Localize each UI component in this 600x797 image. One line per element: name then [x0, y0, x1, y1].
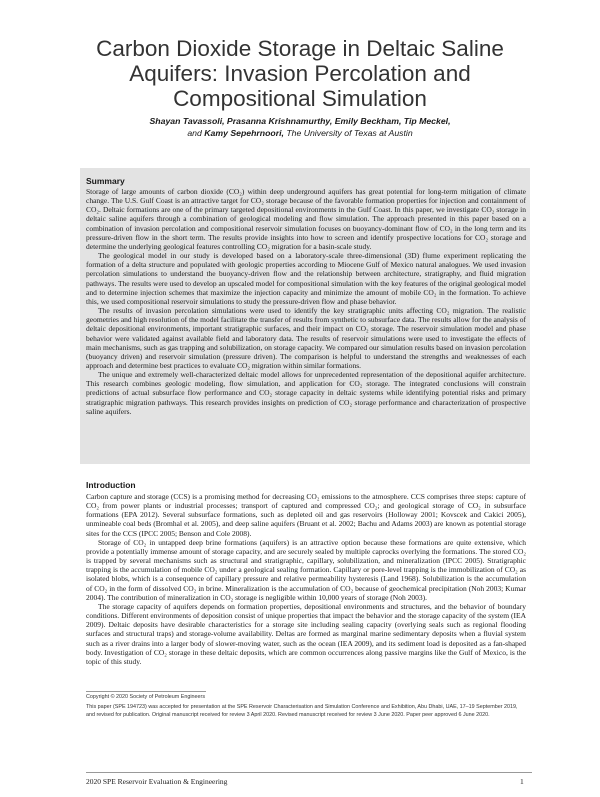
intro-paragraph: Carbon capture and storage (CCS) is a promising method for decreasing CO₂ emissions to the atmosphere. CCS comprises three steps: capture of CO₂ from power plants or industrial processes; transport of captured and compressed CO₂; and geological storage of CO₂ in subsurface formations (EPA 2012). Several subsurface formations, such as depleted oil and gas reservoirs (Holloway 2001; Kovscek and Cakici 2005), unmineable coal beds (Bromhal et al. 2005), and deep saline aquifers (Bruant et al. 2002; Bachu and Adams 2003) are known as potential storage sites for the CCS (IPCC 2005; Benson and Cole 2008). [86, 492, 526, 538]
summary-body [86, 187, 526, 416]
footnote-divider [86, 691, 206, 692]
authors-last: Kamy Sepehrnoori, [204, 128, 284, 138]
page-number: 1 [520, 777, 524, 786]
summary-paragraph: The geological model in our study is developed based on a laboratory-scale three-dimensional (3D) flume experiment replicating the formation of a delta structure and populated with geologic properties according to Miocene Gulf of Mexico natural analogues. We used invasion percolation simulations to understand the buoyancy-driven flow and the relationship between architecture, stratigraphy, and fluid migration pathways. The results were used to develop an upscaled model for compositional simulation with the key features of the original geological model and to determine injection schemes that maximize the injection capacity and minimize the amount of mobile CO₂ in the formation. To achieve this, we used compositional reservoir simulations to study the pressure-driven flow and phase behavior. [86, 251, 526, 306]
summary-paragraph: The results of invasion percolation simulations were used to identify the key stratigraphic units affecting CO₂ migration. The realistic geometries and high resolution of the model facilitate the transfer of results from synthetic to subsurface data. The results allow for the analysis of deltaic depositional environments, important stratigraphic surfaces, and their impact on CO₂ storage. The reservoir simulation model and phase behavior were validated against available field and laboratory data. The results of reservoir simulations were used to investigate the effects of main mechanisms, such as gas trapping and solubilization, on storage capacity. We compared our simulation results based on invasion percolation (buoyancy driven) and reservoir simulation (pressure driven). The comparison is helpful to understand the strengths and weaknesses of each approach and determine best practices to evaluate CO₂ migration within similar formations. [86, 306, 526, 370]
intro-paragraph: The storage capacity of aquifers depends on formation properties, depositional environments and structures, and the behavior of boundary conditions. Different environments of deposition consist of unique properties that impact the behavior and the storage capacity of the system (IEA 2009). Deltaic deposits have desirable characteristics for a storage site including sealing capacity (overlying seals such as regional flooding surfaces and structural traps) and storage-volume availability. Deltas are formed as marginal marine sedimentary deposits when a fluvial system such as a river drains into a larger body of slower-moving water, such as the ocean (IEA 2009), and its sediment load is deposited as a fan-shaped body. Investigation of CO₂ storage in these deltaic deposits, which are common occurrences along passive margins like the Gulf of Mexico, is the topic of this study. [86, 601, 526, 666]
footer-divider [86, 772, 532, 773]
author-line [40, 115, 560, 127]
authors-and: and [187, 128, 205, 138]
title-line: Aquifers: Invasion Percolation and [129, 61, 471, 86]
introduction-heading: Introduction [86, 480, 136, 490]
author-line [40, 127, 560, 139]
paper-title [40, 36, 560, 111]
affiliation: The University of Texas at Austin [283, 128, 413, 138]
author-list [40, 115, 560, 139]
title-line: Compositional Simulation [173, 86, 427, 111]
journal-name: 2020 SPE Reservoir Evaluation & Engineering [86, 777, 228, 786]
summary-heading: Summary [86, 176, 125, 186]
copyright-note: Copyright © 2020 Society of Petroleum Engineers [86, 694, 206, 700]
authors-main: Shayan Tavassoli, Prasanna Krishnamurthy, Emily Beckham, Tip Meckel, [149, 116, 451, 126]
publication-note: This paper (SPE 194723) was accepted for presentation at the SPE Reservoir Characterisation and Simulation Conference and Exhibition, Abu Dhabi, UAE, 17–19 September 2019, and revised for publication. Original manuscript received for review 3 April 2020. Revised manuscript received for review 3 June 2020. Paper peer approved 6 June 2020. [86, 704, 518, 718]
introduction-body [86, 492, 526, 666]
summary-paragraph: Storage of large amounts of carbon dioxide (CO₂) within deep underground aquifers has great potential for long-term mitigation of climate change. The U.S. Gulf Coast is an attractive target for CO₂ storage because of the favorable formation properties for injection and containment of CO₂. Deltaic formations are one of the primary targeted depositional environments in the Gulf Coast. In this paper, we investigate CO₂ storage in deltaic saline aquifers through a combination of geological modeling and flow simulation. The approach presented in this paper based on a combination of invasion percolation and compositional reservoir simulation focuses on buoyancy-dominant flow of CO₂ in the long term and its pressure-driven flow in the short term. The results provide insights into how to screen and identify prospective locations for CO₂ storage and determine the underlying geological features controlling CO₂ migration for a basin-scale study. [86, 187, 526, 251]
intro-paragraph: Storage of CO₂ in untapped deep brine formations (aquifers) is an attractive option because these formations are quite extensive, which provide a potentially immense amount of storage capacity, and are securely sealed by multiple caprocks overlying the formations. The stored CO₂ is trapped by several mechanisms such as structural and stratigraphic, capillary, solubilization, and mineralization (IPCC 2005). Stratigraphic trapping is the accumulation of mobile CO₂ under a geological sealing formation. Capillary or pore-level trapping is the immobilization of CO₂ as isolated blobs, which is a consequence of capillary pressure and relative permeability hysteresis (Land 1968). Solubilization is the accumulation of CO₂ in the form of dissolved CO₂ in brine. Mineralization is the accumulation of CO₂ because of geochemical precipitation (Noh 2003; Kumar 2004). The contribution of mineralization in CO₂ storage is negligible within 10,000 years of storage (Noh 2003). [86, 537, 526, 602]
title-line: Carbon Dioxide Storage in Deltaic Saline [96, 36, 504, 61]
summary-paragraph: The unique and extremely well-characterized deltaic model allows for unprecedented representation of the depositional aquifer architecture. This research combines geologic modeling, flow simulation, and application for CO₂ storage. The integrated conclusions will constrain predictions of actual subsurface flow performance and CO₂ storage capacity in deltaic systems while identifying potential risks and primary stratigraphic migration pathways. This research provides insights on prediction of CO₂ storage performance and characterization of prospective saline aquifers. [86, 370, 526, 416]
